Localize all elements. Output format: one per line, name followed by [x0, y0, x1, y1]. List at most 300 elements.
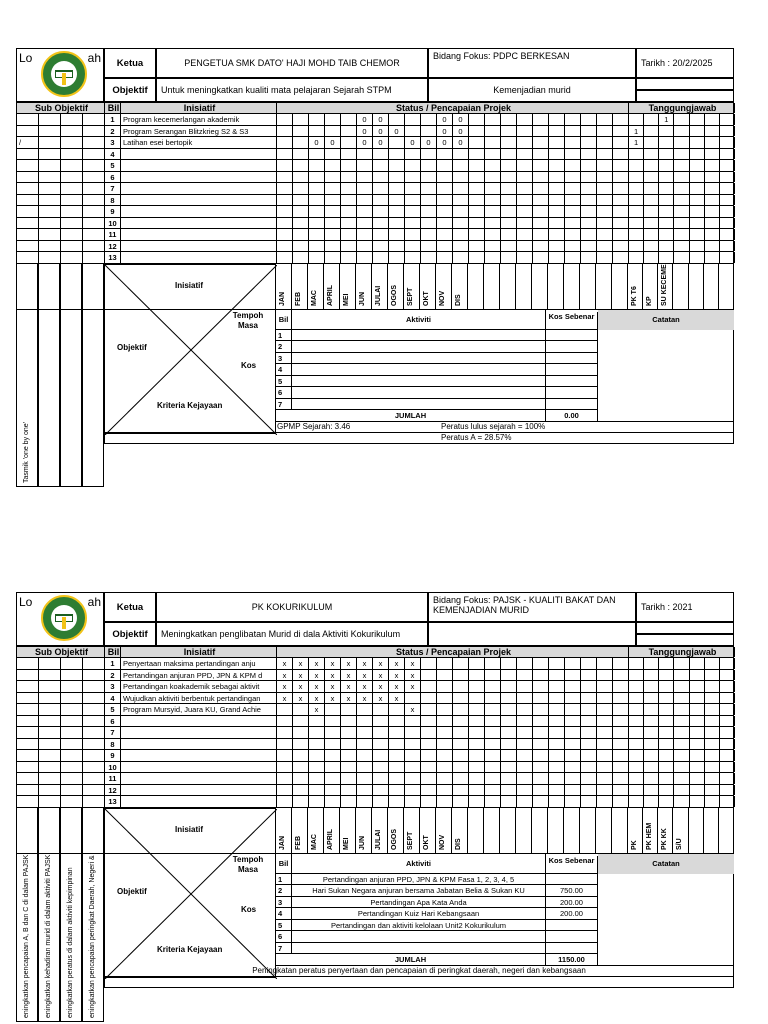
tanggungjawab-cell — [674, 716, 689, 727]
status-cell — [389, 137, 405, 148]
status-cell: x — [325, 693, 341, 704]
activity-row — [276, 931, 598, 943]
status-cell — [469, 716, 485, 727]
jumlah-value: 0.00 — [546, 410, 598, 421]
sub-objektif-cell — [17, 126, 39, 137]
status-cell — [565, 126, 581, 137]
status-cell — [405, 716, 421, 727]
status-cell — [533, 229, 549, 240]
status-cell — [549, 160, 565, 171]
tanggungjawab-cell — [690, 195, 705, 206]
status-cell: x — [277, 670, 293, 681]
tanggungjawab-cell — [690, 785, 705, 796]
status-cell — [325, 252, 341, 263]
diagram-tempoh-masa: Tempoh Masa — [232, 854, 264, 874]
sub-objektif-cell — [83, 670, 105, 681]
status-cell: 0 — [373, 114, 389, 125]
status-cell — [581, 670, 597, 681]
status-cell — [549, 762, 565, 773]
status-cell — [293, 149, 309, 160]
tanggungjawab-cell — [674, 149, 689, 160]
tanggungjawab-cell — [690, 681, 705, 692]
status-cell — [517, 658, 533, 669]
status-cell — [517, 716, 533, 727]
status-cell — [453, 218, 469, 229]
inisiatif-header: Inisiatif — [121, 647, 277, 657]
tj-head-cell — [658, 264, 673, 310]
row-number: 9 — [105, 750, 121, 761]
tanggungjawab-cell — [674, 195, 689, 206]
sub-objektif-cell — [83, 160, 105, 171]
status-cell — [469, 218, 485, 229]
month-label: DIS — [455, 837, 462, 850]
status-cell — [373, 149, 389, 160]
activity-number: 7 — [276, 943, 292, 954]
activity-cost: 200.00 — [546, 908, 598, 919]
status-cell — [453, 195, 469, 206]
status-cell — [341, 762, 357, 773]
status-cell — [309, 252, 325, 263]
status-cell — [453, 149, 469, 160]
status-cell — [501, 172, 517, 183]
month-label: JULAI — [375, 829, 382, 850]
status-cell: 0 — [357, 137, 373, 148]
status-cell — [389, 183, 405, 194]
status-cell — [613, 693, 629, 704]
status-cell — [501, 183, 517, 194]
sub-objektif-cell — [61, 750, 83, 761]
status-cell — [533, 785, 549, 796]
status-cell: 0 — [421, 137, 437, 148]
tanggungjawab-cell — [674, 252, 689, 263]
status-header: Status / Pencapaian Projek — [277, 647, 629, 657]
status-cell — [549, 785, 565, 796]
status-cell — [501, 137, 517, 148]
month-cell — [468, 808, 484, 854]
status-cell — [485, 762, 501, 773]
right-border — [733, 646, 734, 854]
initiative-row — [16, 252, 734, 264]
tj-head-cell — [628, 264, 643, 310]
status-cell — [277, 727, 293, 738]
status-cell — [533, 126, 549, 137]
status-cell: x — [389, 681, 405, 692]
sub-objektif-cell — [83, 114, 105, 125]
status-cell: x — [341, 670, 357, 681]
sub-objektif-cell — [83, 762, 105, 773]
status-cell — [325, 739, 341, 750]
tanggungjawab-header: Tanggungjawab — [629, 647, 735, 657]
status-cell — [549, 206, 565, 217]
activity-number: 6 — [276, 387, 292, 398]
status-cell — [373, 241, 389, 252]
tanggungjawab-cell — [629, 195, 644, 206]
tanggungjawab-cell — [690, 149, 705, 160]
tanggungjawab-cell — [644, 681, 659, 692]
row-number: 1 — [105, 658, 121, 669]
status-cell — [357, 218, 373, 229]
activity-text: Pertandingan Apa Kata Anda — [292, 897, 546, 908]
tanggungjawab-cell — [629, 241, 644, 252]
month-cell — [548, 264, 564, 310]
activity-text: Pertandingan Kuiz Hari Kebangsaan — [292, 908, 546, 919]
initiative-row — [16, 160, 734, 172]
tanggungjawab-cell — [705, 149, 720, 160]
status-cell — [453, 252, 469, 263]
status-cell — [277, 218, 293, 229]
status-cell — [549, 739, 565, 750]
status-cell — [309, 727, 325, 738]
status-cell — [421, 727, 437, 738]
status-cell — [421, 681, 437, 692]
status-cell — [293, 218, 309, 229]
status-cell — [565, 750, 581, 761]
initiative-text — [121, 750, 277, 761]
status-cell — [421, 229, 437, 240]
status-cell: x — [341, 658, 357, 669]
sub-objektif-cell — [17, 114, 39, 125]
status-cell — [341, 218, 357, 229]
status-cell — [421, 716, 437, 727]
status-cell — [597, 172, 613, 183]
tanggungjawab-cell — [659, 785, 674, 796]
status-cell — [437, 206, 453, 217]
status-cell — [517, 218, 533, 229]
month-label: JULAI — [375, 285, 382, 306]
status-cell — [597, 693, 613, 704]
status-cell — [613, 739, 629, 750]
status-cell — [341, 739, 357, 750]
status-cell — [533, 716, 549, 727]
status-cell — [437, 785, 453, 796]
status-cell — [277, 716, 293, 727]
status-cell — [485, 195, 501, 206]
tanggungjawab-cell — [690, 229, 705, 240]
sub-objektif-cell — [17, 206, 39, 217]
status-cell — [501, 252, 517, 263]
month-cell — [308, 808, 324, 854]
status-cell — [613, 785, 629, 796]
sub-objektif-cell — [39, 160, 61, 171]
tanggungjawab-cell — [659, 693, 674, 704]
initiative-text — [121, 762, 277, 773]
status-cell — [581, 241, 597, 252]
activity-cost — [546, 341, 598, 352]
status-cell — [341, 229, 357, 240]
status-cell — [373, 716, 389, 727]
status-cell — [501, 681, 517, 692]
kemenjadian: Kemenjadian murid — [428, 78, 636, 102]
status-cell — [613, 160, 629, 171]
tj-head-cell — [658, 808, 673, 854]
status-cell — [549, 704, 565, 715]
sub-objektif-cell — [83, 750, 105, 761]
tanggungjawab-cell — [644, 206, 659, 217]
status-cell — [453, 160, 469, 171]
status-cell — [341, 137, 357, 148]
month-cell — [564, 264, 580, 310]
objektif-value: Untuk meningkatkan kualiti mata pelajaran Sejarah STPM — [156, 78, 428, 102]
month-cell — [580, 808, 596, 854]
status-cell — [517, 252, 533, 263]
kriteria-row-2 — [104, 977, 734, 988]
status-cell — [597, 716, 613, 727]
status-cell — [421, 172, 437, 183]
status-cell — [277, 160, 293, 171]
status-cell — [549, 149, 565, 160]
month-cell — [580, 264, 596, 310]
tanggungjawab-cell — [690, 704, 705, 715]
sub-objektif-text: eningkatkan pencapaian A, B dan C di dalam PAJSK — [23, 854, 30, 1018]
initiative-text — [121, 229, 277, 240]
tanggungjawab-cell — [674, 241, 689, 252]
row-number: 7 — [105, 727, 121, 738]
status-cell: x — [405, 704, 421, 715]
status-cell — [405, 750, 421, 761]
sub-objektif-cell — [83, 206, 105, 217]
activity-header-row — [276, 310, 734, 330]
status-cell — [517, 693, 533, 704]
activity-header-row — [276, 854, 734, 874]
tanggungjawab-cell — [705, 750, 720, 761]
initiative-row — [16, 750, 734, 762]
status-cell — [565, 762, 581, 773]
status-cell — [421, 785, 437, 796]
status-cell — [405, 149, 421, 160]
status-cell — [437, 172, 453, 183]
tanggungjawab-cell — [659, 670, 674, 681]
ketua-value: PK KOKURIKULUM — [156, 592, 428, 622]
status-cell: x — [277, 658, 293, 669]
status-cell — [309, 241, 325, 252]
month-label: OGOS — [391, 828, 398, 850]
initiative-text — [121, 241, 277, 252]
kriteria-lulus: Peratus lulus sejarah = 100% — [441, 421, 546, 431]
status-cell — [597, 149, 613, 160]
status-cell — [309, 785, 325, 796]
activity-cost — [546, 931, 598, 942]
status-cell — [293, 172, 309, 183]
month-cell — [484, 264, 500, 310]
status-cell — [405, 206, 421, 217]
status-cell — [389, 773, 405, 784]
status-cell — [293, 727, 309, 738]
status-cell — [597, 750, 613, 761]
status-cell — [549, 750, 565, 761]
status-cell — [373, 206, 389, 217]
status-cell: x — [309, 693, 325, 704]
status-cell — [501, 241, 517, 252]
activity-cost — [546, 376, 598, 387]
sub-objektif-cell — [39, 658, 61, 669]
activity-cost — [546, 330, 598, 341]
status-cell — [373, 160, 389, 171]
tanggungjawab-cell — [629, 160, 644, 171]
status-cell — [613, 241, 629, 252]
status-cell — [517, 126, 533, 137]
sub-objektif-cell — [39, 126, 61, 137]
status-cell — [309, 716, 325, 727]
month-cell — [500, 264, 516, 310]
month-cell — [372, 808, 388, 854]
sub-objektif-cell — [83, 785, 105, 796]
tanggungjawab-cell — [705, 762, 720, 773]
status-cell — [581, 739, 597, 750]
tj-head-cell — [673, 808, 688, 854]
activity-text — [292, 931, 546, 942]
jumlah-value: 1150.00 — [546, 954, 598, 965]
status-cell — [501, 126, 517, 137]
initiative-row — [16, 195, 734, 207]
sub-objektif-cell — [61, 172, 83, 183]
tanggungjawab-cell — [705, 137, 720, 148]
tanggungjawab-cell — [674, 160, 689, 171]
sub-objektif-cell — [83, 773, 105, 784]
sub-objektif-cell — [83, 126, 105, 137]
activity-cost — [546, 353, 598, 364]
status-cell: 0 — [325, 137, 341, 148]
tj-head-cell — [719, 264, 734, 310]
status-cell — [293, 183, 309, 194]
month-cell — [372, 264, 388, 310]
activity-row — [276, 399, 598, 411]
month-cell — [436, 808, 452, 854]
status-cell — [565, 160, 581, 171]
status-cell — [597, 252, 613, 263]
status-cell — [517, 195, 533, 206]
status-cell — [309, 218, 325, 229]
status-cell — [581, 681, 597, 692]
initiative-row — [16, 241, 734, 253]
tanggungjawab-cell — [705, 206, 720, 217]
tanggungjawab-cell — [659, 206, 674, 217]
status-cell — [597, 160, 613, 171]
activity-text — [292, 330, 546, 341]
tanggungjawab-cell — [690, 183, 705, 194]
status-cell — [565, 739, 581, 750]
diagram-kriteria: Kriteria Kejayaan — [157, 400, 223, 410]
catatan-header: Catatan — [598, 310, 734, 330]
status-cell — [469, 195, 485, 206]
status-cell — [309, 195, 325, 206]
status-cell — [373, 739, 389, 750]
status-cell — [533, 750, 549, 761]
sub-objektif-cell — [17, 762, 39, 773]
status-cell: 0 — [453, 137, 469, 148]
status-cell: 0 — [437, 126, 453, 137]
tanggungjawab-cell — [644, 183, 659, 194]
status-cell — [597, 739, 613, 750]
month-label: OKT — [423, 290, 430, 306]
status-cell — [389, 160, 405, 171]
status-cell — [325, 716, 341, 727]
sub-objektif-cell — [61, 796, 83, 807]
status-cell — [549, 796, 565, 807]
status-cell — [533, 183, 549, 194]
tanggungjawab-cell — [644, 137, 659, 148]
tj-head-cell — [673, 264, 688, 310]
status-cell — [469, 137, 485, 148]
tanggungjawab-cell — [674, 704, 689, 715]
month-label: OGOS — [391, 284, 398, 306]
tanggungjawab-cell — [629, 773, 644, 784]
tanggungjawab-cell — [705, 716, 720, 727]
month-cell — [596, 808, 612, 854]
month-cell — [452, 808, 468, 854]
pen-icon — [62, 617, 66, 629]
status-cell — [549, 241, 565, 252]
month-label: APRIL — [327, 828, 334, 850]
month-cell — [468, 264, 484, 310]
status-cell — [293, 773, 309, 784]
tanggungjawab-cell — [674, 681, 689, 692]
status-cell — [405, 785, 421, 796]
status-cell — [277, 126, 293, 137]
status-cell — [501, 206, 517, 217]
status-cell — [517, 229, 533, 240]
tanggungjawab-cell — [644, 693, 659, 704]
status-cell — [549, 773, 565, 784]
initiative-text — [121, 773, 277, 784]
status-header: Status / Pencapaian Projek — [277, 103, 629, 113]
tanggungjawab-cell — [705, 727, 720, 738]
status-cell — [437, 750, 453, 761]
sub-objektif-cell — [61, 218, 83, 229]
status-cell — [549, 137, 565, 148]
status-cell — [469, 670, 485, 681]
status-cell — [533, 241, 549, 252]
initiative-row — [16, 796, 734, 808]
status-cell — [581, 750, 597, 761]
status-cell — [565, 137, 581, 148]
status-cell — [277, 137, 293, 148]
activity-number: 2 — [276, 341, 292, 352]
tanggungjawab-cell — [690, 114, 705, 125]
month-cell — [500, 808, 516, 854]
status-cell: x — [277, 693, 293, 704]
status-cell — [357, 241, 373, 252]
activity-cost — [546, 943, 598, 954]
jumlah-row — [276, 954, 598, 966]
tanggungjawab-cell — [690, 773, 705, 784]
month-cell — [564, 808, 580, 854]
month-cell — [276, 808, 292, 854]
status-cell — [373, 750, 389, 761]
sub-objektif-cell — [83, 183, 105, 194]
form-2 — [16, 592, 734, 1024]
status-cell — [309, 114, 325, 125]
status-cell — [613, 183, 629, 194]
status-cell: 0 — [373, 137, 389, 148]
status-cell — [277, 796, 293, 807]
status-cell — [517, 785, 533, 796]
activity-row — [276, 943, 598, 955]
activity-cost — [546, 874, 598, 885]
tanggungjawab-cell — [659, 172, 674, 183]
jumlah-label: JUMLAH — [276, 410, 546, 421]
tanggungjawab-cell — [629, 149, 644, 160]
tanggungjawab-cell — [644, 114, 659, 125]
tanggungjawab-cell — [659, 658, 674, 669]
diagram-kriteria: Kriteria Kejayaan — [157, 944, 223, 954]
kemenjadian — [428, 622, 636, 646]
activity-text: Pertandingan anjuran PPD, JPN & KPM Fasa 1, 2, 3, 4, 5 — [292, 874, 546, 885]
status-cell — [389, 796, 405, 807]
status-cell — [341, 149, 357, 160]
tanggungjawab-cell — [705, 114, 720, 125]
status-cell — [597, 218, 613, 229]
month-cell — [532, 808, 548, 854]
